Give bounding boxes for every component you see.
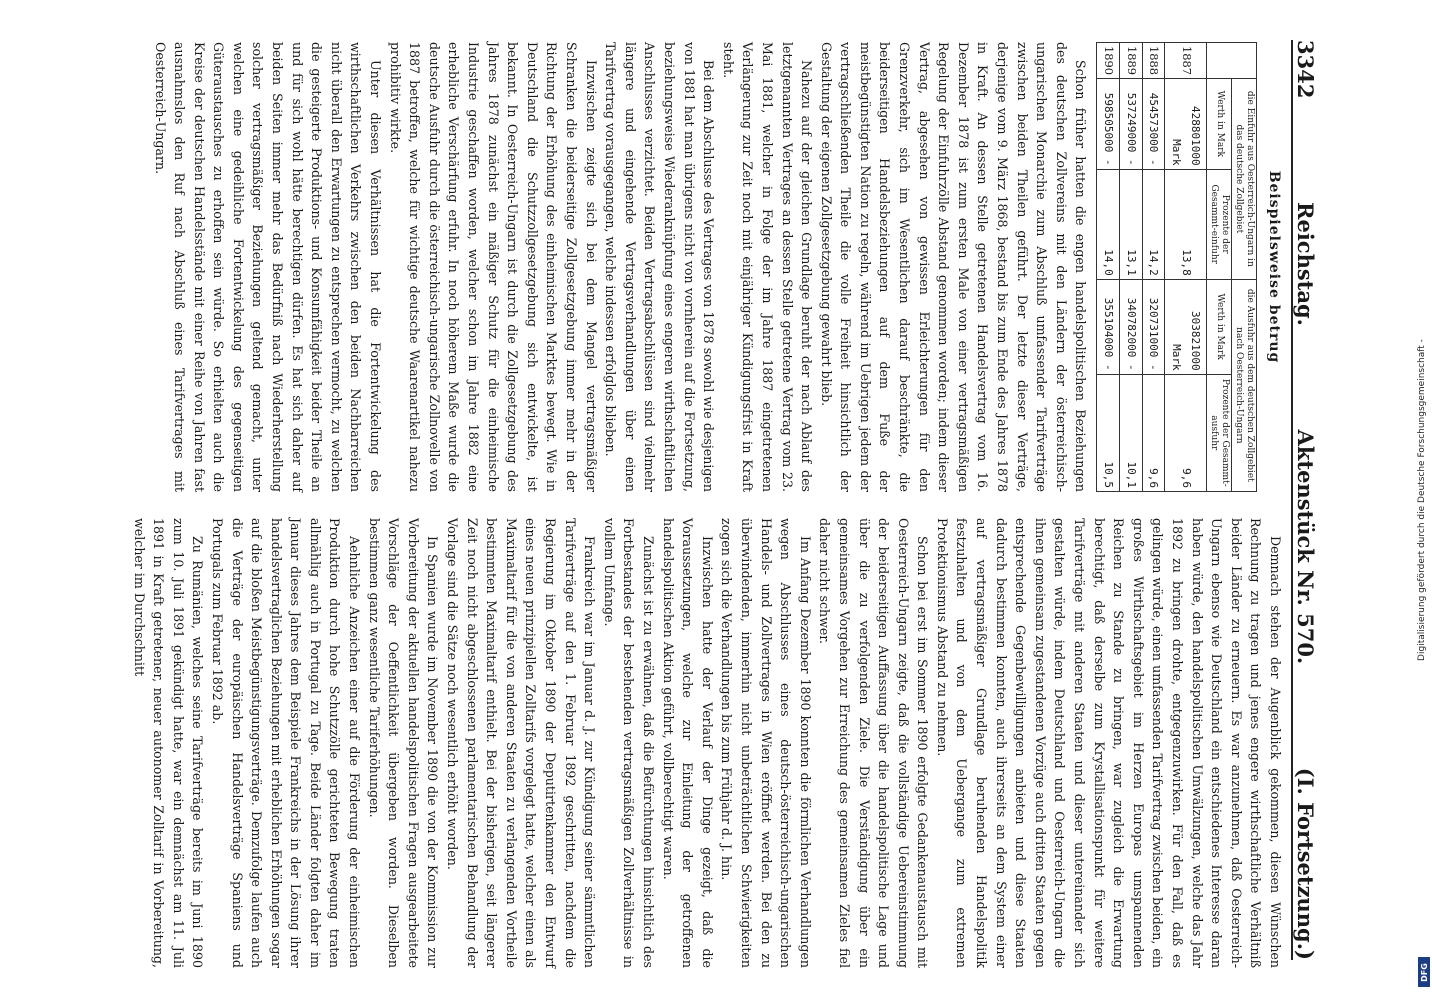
header-title: Reichstag. bbox=[1293, 202, 1319, 326]
row-year: 1887 bbox=[1165, 43, 1207, 79]
export-value-header: Werth in Mark bbox=[1207, 279, 1232, 374]
row-import-share: 13,8 bbox=[1165, 169, 1207, 279]
table-group-header bbox=[1232, 43, 1257, 492]
dfg-logo bbox=[1418, 957, 1430, 987]
row-year: 1888 bbox=[1142, 43, 1165, 79]
row-export-value: 320731000 - bbox=[1142, 279, 1165, 374]
paragraph: Unter diesen Verhältnissen hat die Fortentwickelung des wirthschaftlichen Verkehrs zwischen den beiden Nachbarreichen nicht überall den Erwartungen zu entsprechen vermocht, zu welchen die gesteigerte Produktions- und Konsumfähigkeit beider Theile an und für sich wohl hätte berechtigen dürfen. Es hat sich daher auf beiden Seiten immer mehr das Bedürfniß nach Wiederherstellung solcher vertragsmäßiger Beziehungen geltend gemacht, unter welchen eine gedeihliche Fortentwickelung des gegenseitigen Güteraustausches zu erhoffen sein würde. So erhielten auch die Kreise der deutschen Handelsstände mit einer Reihe von Jahren fast ausnahmslos den Ruf nach Abschluß eines Tarifvertrages mit Oesterreich-Ungarn. bbox=[152, 42, 384, 492]
export-group-header: die Ausfuhr aus dem deutschen Zollgebiet nach Oesterreich-Ungarn bbox=[1232, 279, 1257, 491]
row-export-value: 340782000 - bbox=[1120, 279, 1143, 374]
import-value-header: Werth in Mark bbox=[1207, 79, 1232, 170]
row-year: 1889 bbox=[1120, 43, 1143, 79]
row-export-value: 355104000 - bbox=[1097, 279, 1120, 374]
table-title: Beispielsweise betrug bbox=[1266, 170, 1282, 364]
row-export-share: 10,1 bbox=[1120, 374, 1143, 491]
paragraph: Inzwischen zeigte sich bei dem Mangel vertragsmäßiger Schranken die beiderseitige Zollgesetzgebung immer mehr in der Richtung der Erhöhung des einheimischen Marktes bewegt. Wie in Deutschland die Schutzzollgesetzgebung sich entwickelte, ist bekannt. In Oesterreich-Ungarn ist durch die Zollgesetzgebung des Jahres 1878 zunächst ein mäßiger Schutz für die einheimische Industrie geschaffen worden, welcher schon im Jahre 1882 eine erhebliche Verschärfung erfuhr. In noch höherem Maße wurde die deutsche Ausfuhr durch die österreichisch-ungarische Zollnovelle von 1887 betroffen, welche für wichtige deutsche Waarenartikel nahezu prohibitiv wirkte. bbox=[387, 42, 599, 492]
row-import-share: 13,1 bbox=[1120, 169, 1143, 279]
paragraph: In Spanien wurde im November 1890 die von der Kommission zur Vorbereitung der aktuellen handelspolitischen Fragen ausgearbeitete Vorschläge der Oeffentlichkeit übergeben worden. Dieselben bestimmen ganz wesentliche Tariferhöhungen. bbox=[366, 518, 441, 968]
trade-table bbox=[1096, 42, 1257, 492]
paragraph: Schon bei erst im Sommer 1890 erfolgte Gedankenaustausch mit Oesterreich-Ungarn zeigte, daß die vollständige Uebereinstimmung der beiderseitigen Auffassung über die handelspolitische Lage und über die zu verfolgenden Ziele. Die Verständigung über ein gemeinsames Vorgehen zur Erreichung des gemeinsamen Zieles fiel daher nicht schwer. bbox=[817, 518, 931, 968]
left-column bbox=[150, 42, 1285, 492]
year-header bbox=[1207, 43, 1257, 79]
page-number: 3342 bbox=[1293, 40, 1319, 99]
row-import-share: 14,0 bbox=[1097, 169, 1120, 279]
export-share-header: Prozente der Gesammt-ausfuhr bbox=[1207, 374, 1232, 491]
paragraph: Frankreich war im Januar d. J. zur Kündigung seiner sämmtlichen Tarifverträge auf den 1. Februar 1892 geschritten, nachdem die Regierung im Oktober 1890 der Deputirtenkammer den Entwurf eines neuen prinzipiellen Zolltarifs vorgelegt hatte, welcher einen als Maximaltarif für die von anderen Staaten zu verlangenden Vortheile bestimmten Maximaltarif enthielt. Bei der bisherigen, seit längerer Zeit noch nicht abgeschlossenen parlamentarischen Behandlung der Vorlage sind die Sätze noch wesentlich erhöht worden. bbox=[445, 518, 598, 968]
row-year: 1890 bbox=[1097, 43, 1120, 79]
row-import-share: 14,2 bbox=[1142, 169, 1165, 279]
paragraph: Zu Rumänien, welches seine Tarifverträge bereits im Juni 1890 zum 10. Juli 1891 gekündigt hatte, war ein demnächst am 11. Juli 1891 in Kraft getretener, neuer autonomer Zolltarif in Vorbereitung, welcher im Durchschnitt bbox=[131, 518, 206, 968]
table-column-header bbox=[1207, 43, 1232, 492]
page-header bbox=[1291, 40, 1319, 960]
row-import-value: 428801000 Mark bbox=[1165, 79, 1207, 170]
paragraph: Bei dem Abschlusse des Vertrages von 1878 sowohl wie desjenigen von 1881 hat man übrigens nicht von vornherein auf die Fortsetzung, beziehungsweise Wiederanknüpfung eines engeren wirthschaftlichen Anschlusses verzichtet. Beiden Vertragsabschlüssen sind vielmehr längere und eingehende Vertragsverhandlungen über einen Tarifvertrag vorausgegangen, welche indessen erfolglos blieben. bbox=[603, 42, 717, 492]
paragraph: Schon früher hatten die engen handelspolitischen Beziehungen des deutschen Zollvereins mit den Ländern der österreichisch-ungarischen Monarchie zum Abschluß umfassender Tarifverträge zwischen beiden Theilen geführt. Der letzte dieser Verträge, derjenige vom 9. März 1868, bestand bis zum Ende des Jahres 1878 in Kraft. An dessen Stelle getretenen Handelsvertrag vom 16. Dezember 1878 ist zum ersten Male von einer vertragsmäßigen Regelung der Einfuhrzölle Abstand genommen worden; indem dieser Vertrag, abgesehen von gewissen Erleichterungen für den Grenzverkehr, sich im Wesentlichen darauf beschränkte, die beiderseitigen Handelsbeziehungen auf dem Fuße der meistbegünstigten Nation zu regeln, während im Uebrigen jedem der vertragschließenden Theile die volle Freiheit hinsichtlich der Gestaltung der eigenen Zollgesetzgebung gewahrt blieb. bbox=[818, 42, 1089, 492]
paragraph: Aehnliche Anzeichen einer auf die Förderung der einheimischen Produktion durch hohe Schutzzölle gerichteten Bewegung traten allmählig auch in Portugal zu Tage. Beide Länder folgten daher im Januar dieses Jahres dem Beispiele Frankreichs in der Lösung ihrer handelsvertraglichen Beziehungen mit erheblichen Erhöhungen sogar auf die bloßen Meistbegünstigungsverträge. Demzufolge laufen auch die Verträge der europäischen Handelsverträge Spaniens und Portugals zum Februar 1892 ab. bbox=[209, 518, 363, 968]
row-import-value: 598505000 - bbox=[1097, 79, 1120, 170]
paragraph: Nahezu auf der gleichen Grundlage beruht der nach Ablauf des letztgenannten Vertrages an dessen Stelle getretene Vertrag vom 23. Mai 1881, welcher in Folge der im Jahre 1887 eingetretenen Verlängerung zur Zeit noch mit einjähriger Kündigungsfrist in Kraft steht. bbox=[720, 42, 815, 492]
row-export-share: 9,6 bbox=[1165, 374, 1207, 491]
continuation-note: (I. Fortsetzung.) bbox=[1293, 767, 1319, 960]
row-import-value: 537249000 - bbox=[1120, 79, 1143, 170]
paragraph: Zunächst ist zu erwähnen, daß die Befürchtungen hinsichtlich des Fortbestandes der bestehenden vertragsmäßigen Zollverhältnisse in vollem Umfange. bbox=[601, 518, 656, 968]
row-export-value: 303821000 Mark bbox=[1165, 279, 1207, 374]
row-import-value: 454573000 - bbox=[1142, 79, 1165, 170]
right-column bbox=[129, 518, 1285, 968]
paragraph: Im Anfang Dezember 1890 konnten die förmlichen Verhandlungen wegen Abschlusses eines deutsch-österreichisch-ungarischen Handels- und Zollvertrages in Wien eröffnet werden. Bei den zu überwindenden, immerhin nicht unbeträchtlichen Schwierigkeiten zogen sich die Verhandlungen bis zum Frühjahr d. J. hin. bbox=[719, 518, 813, 968]
table-row bbox=[1142, 43, 1165, 492]
table-row bbox=[1165, 43, 1207, 492]
row-export-share: 10,5 bbox=[1097, 374, 1120, 491]
credit-text: Digitalisierung gefördert durch die Deutsche Forschungsgemeinschaft - bbox=[1417, 339, 1427, 661]
import-group-header: die Einfuhr aus Oesterreich-Ungarn in das deutsche Zollgebiet bbox=[1232, 79, 1257, 280]
paragraph: Inzwischen hatte der Verlauf der Dinge gezeigt, daß die Voraussetzungen, welche zur Einleitung der getroffenen handelspolitischen Aktion geführt, vollberechtigt waren. bbox=[660, 518, 715, 968]
paragraph: Demnach stehen der Augenblick gekommen, diesen Wünschen Rechnung zu tragen und jenes engere wirthschaftliche Verhältniß beider Länder zu erneuern. Es war anzunehmen, daß Oesterreich-Ungarn ebenso wie Deutschland ein entschiedenes Interesse daran haben würde, den handelspolitischen Umwälzungen, welche das Jahr 1892 zu bringen drohte, entgegenzuwirken. Für den Fall, daß es gelingen würde, einen umfassenden Tarifvertrag zwischen beiden, ein großes Wirthschaftsgebiet im Herzen Europas umspannenden Reichen zu Stande zu bringen, war zugleich die Erwartung berechtigt, daß derselbe zum Krystallisationspunkt für weitere Tarifverträge mit anderen Staaten und dieser untereinander sich gestalten würde, indem Deutschland und Oesterreich-Ungarn die ihnen gemeinsam zugestandenen Vorzüge auch dritten Staaten gegen entsprechende Gegenbewilligungen anbieten und diese Staaten dadurch bestimmen konnten, auch ihrerseits an dem System einer auf vertragsmäßiger Grundlage beruhenden Handelspolitik festzuhalten und von dem Uebergange zum extremen Protektionismus Abstand zu nehmen. bbox=[934, 518, 1283, 968]
row-export-share: 9,6 bbox=[1142, 374, 1165, 491]
import-share-header: Prozente der Gesammt-einfuhr bbox=[1207, 169, 1232, 279]
digitization-credit bbox=[1414, 0, 1430, 1000]
table-row bbox=[1120, 43, 1143, 492]
table-row bbox=[1097, 43, 1120, 492]
document-page bbox=[5, 0, 1325, 1000]
dfg-logo-text: DFG bbox=[1419, 962, 1429, 982]
document-number: Aktenstück Nr. 570. bbox=[1293, 429, 1319, 665]
